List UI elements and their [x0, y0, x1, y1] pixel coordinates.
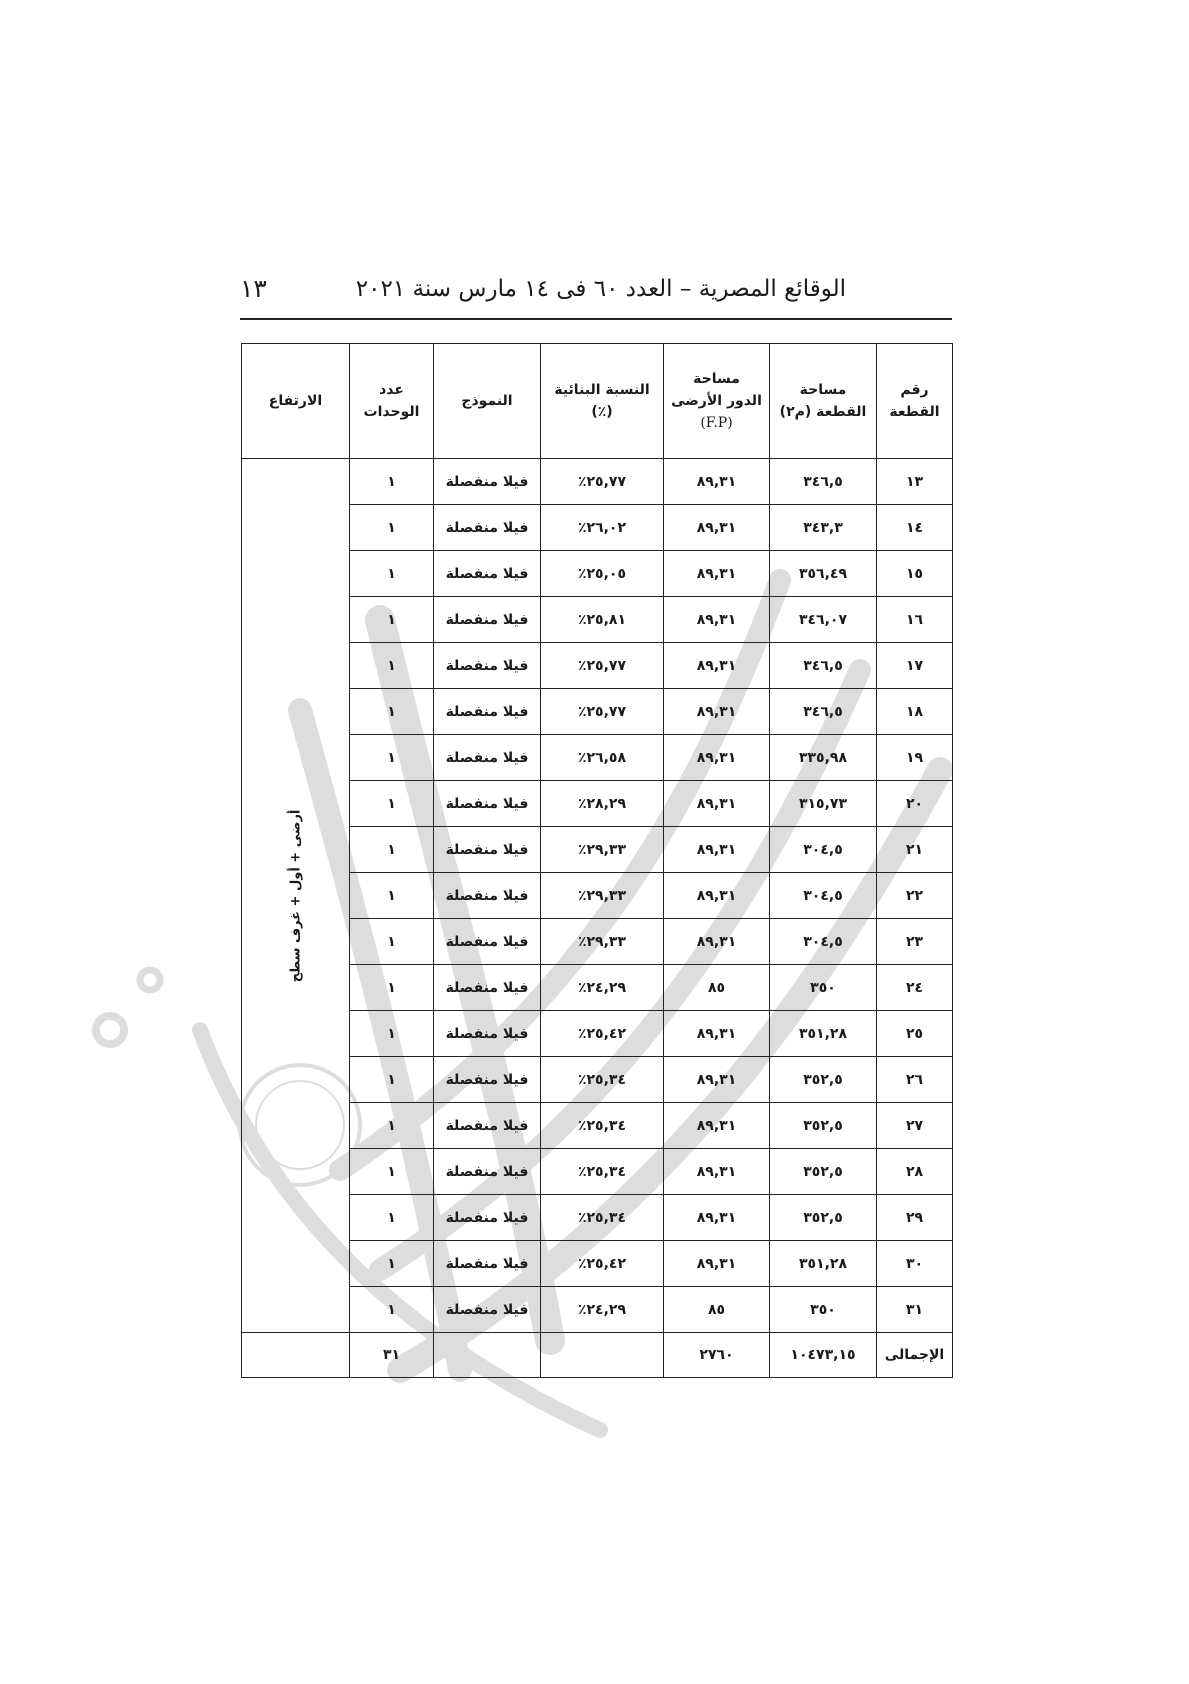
cell-units: ١ — [350, 1011, 434, 1057]
cell-ground-area: ٨٩,٣١ — [664, 1241, 770, 1287]
cell-plot-no: ١٤ — [877, 505, 953, 551]
cell-ground-area: ٨٩,٣١ — [664, 1195, 770, 1241]
total-model — [434, 1333, 541, 1378]
cell-plot-area: ٣٣٥,٩٨ — [770, 735, 877, 781]
height-value: أرضى + أول + غرف سطح — [288, 809, 303, 982]
cell-units: ١ — [350, 459, 434, 505]
cell-ground-area: ٨٩,٣١ — [664, 1103, 770, 1149]
cell-model: فيلا منفصلة — [434, 689, 541, 735]
cell-ground-area: ٨٩,٣١ — [664, 505, 770, 551]
cell-building-ratio: ٢٩,٣٣٪ — [541, 873, 664, 919]
total-ground-area: ٢٧٦٠ — [664, 1333, 770, 1378]
cell-building-ratio: ٢٦,٥٨٪ — [541, 735, 664, 781]
cell-building-ratio: ٢٥,٧٧٪ — [541, 643, 664, 689]
cell-units: ١ — [350, 1057, 434, 1103]
cell-plot-no: ٣٠ — [877, 1241, 953, 1287]
cell-model: فيلا منفصلة — [434, 597, 541, 643]
cell-building-ratio: ٢٥,٣٤٪ — [541, 1103, 664, 1149]
cell-model: فيلا منفصلة — [434, 873, 541, 919]
cell-plot-no: ٢٥ — [877, 1011, 953, 1057]
cell-model: فيلا منفصلة — [434, 781, 541, 827]
cell-model: فيلا منفصلة — [434, 1195, 541, 1241]
table-header-row — [242, 344, 953, 459]
cell-model: فيلا منفصلة — [434, 965, 541, 1011]
cell-model: فيلا منفصلة — [434, 919, 541, 965]
cell-plot-no: ١٣ — [877, 459, 953, 505]
cell-units: ١ — [350, 1195, 434, 1241]
cell-model: فيلا منفصلة — [434, 551, 541, 597]
cell-units: ١ — [350, 735, 434, 781]
cell-plot-area: ٣٥٦,٤٩ — [770, 551, 877, 597]
total-building-ratio — [541, 1333, 664, 1378]
cell-ground-area: ٨٩,٣١ — [664, 735, 770, 781]
cell-plot-no: ٢٩ — [877, 1195, 953, 1241]
cell-plot-area: ٣٤٦,٥ — [770, 459, 877, 505]
cell-plot-no: ١٧ — [877, 643, 953, 689]
cell-plot-area: ٣٤٣,٣ — [770, 505, 877, 551]
table-row — [242, 459, 953, 505]
page-number: ١٣ — [240, 274, 267, 303]
cell-model: فيلا منفصلة — [434, 1149, 541, 1195]
cell-plot-no: ١٦ — [877, 597, 953, 643]
cell-building-ratio: ٢٥,٤٢٪ — [541, 1241, 664, 1287]
gazette-issue-title: الوقائع المصرية – العدد ٦٠ فى ١٤ مارس سنة ٢٠٢١ — [355, 276, 846, 302]
cell-model: فيلا منفصلة — [434, 1011, 541, 1057]
cell-plot-area: ٣٥٠ — [770, 965, 877, 1011]
total-height — [242, 1333, 350, 1378]
total-units: ٣١ — [350, 1333, 434, 1378]
cell-building-ratio: ٢٨,٢٩٪ — [541, 781, 664, 827]
cell-plot-area: ٣٠٤,٥ — [770, 873, 877, 919]
cell-ground-area: ٨٩,٣١ — [664, 827, 770, 873]
header-plot-no: رقم القطعة — [877, 344, 953, 459]
cell-ground-area: ٨٩,٣١ — [664, 781, 770, 827]
cell-plot-area: ٣٥٢,٥ — [770, 1195, 877, 1241]
header-building-ratio: النسبة البنائية (٪) — [541, 344, 664, 459]
cell-model: فيلا منفصلة — [434, 827, 541, 873]
cell-plot-area: ٣٤٦,٥ — [770, 643, 877, 689]
cell-ground-area: ٨٩,٣١ — [664, 643, 770, 689]
cell-model: فيلا منفصلة — [434, 643, 541, 689]
header-plot-area: مساحة القطعة (م٢) — [770, 344, 877, 459]
cell-ground-area: ٨٥ — [664, 1287, 770, 1333]
cell-building-ratio: ٢٩,٣٣٪ — [541, 919, 664, 965]
cell-plot-area: ٣٥٠ — [770, 1287, 877, 1333]
cell-plot-area: ٣٤٦,٥ — [770, 689, 877, 735]
cell-units: ١ — [350, 781, 434, 827]
total-plot-area: ١٠٤٧٣,١٥ — [770, 1333, 877, 1378]
running-header — [240, 268, 952, 318]
cell-plot-no: ١٨ — [877, 689, 953, 735]
plots-table — [241, 343, 953, 1378]
cell-plot-area: ٣٥١,٢٨ — [770, 1241, 877, 1287]
cell-units: ١ — [350, 1287, 434, 1333]
cell-model: فيلا منفصلة — [434, 735, 541, 781]
cell-plot-area: ٣٥١,٢٨ — [770, 1011, 877, 1057]
cell-building-ratio: ٢٤,٢٩٪ — [541, 965, 664, 1011]
cell-plot-no: ١٥ — [877, 551, 953, 597]
cell-building-ratio: ٢٤,٢٩٪ — [541, 1287, 664, 1333]
header-rule — [240, 318, 952, 320]
cell-height — [242, 459, 350, 1333]
cell-plot-no: ٢٣ — [877, 919, 953, 965]
cell-ground-area: ٨٩,٣١ — [664, 873, 770, 919]
cell-building-ratio: ٢٩,٣٣٪ — [541, 827, 664, 873]
cell-units: ١ — [350, 827, 434, 873]
cell-plot-no: ٢٢ — [877, 873, 953, 919]
total-label: الإجمالى — [877, 1333, 953, 1378]
cell-units: ١ — [350, 919, 434, 965]
cell-model: فيلا منفصلة — [434, 1057, 541, 1103]
cell-plot-no: ٢٨ — [877, 1149, 953, 1195]
cell-ground-area: ٨٩,٣١ — [664, 919, 770, 965]
cell-units: ١ — [350, 551, 434, 597]
cell-plot-no: ٢١ — [877, 827, 953, 873]
cell-plot-no: ٣١ — [877, 1287, 953, 1333]
header-height: الارتفاع — [242, 344, 350, 459]
cell-plot-no: ٢٤ — [877, 965, 953, 1011]
cell-plot-area: ٣٠٤,٥ — [770, 919, 877, 965]
cell-plot-no: ٢٠ — [877, 781, 953, 827]
header-units: عدد الوحدات — [350, 344, 434, 459]
cell-plot-area: ٣٥٢,٥ — [770, 1057, 877, 1103]
cell-model: فيلا منفصلة — [434, 1103, 541, 1149]
header-model: النموذج — [434, 344, 541, 459]
cell-units: ١ — [350, 1103, 434, 1149]
cell-ground-area: ٨٩,٣١ — [664, 1149, 770, 1195]
cell-building-ratio: ٢٥,٣٤٪ — [541, 1057, 664, 1103]
cell-model: فيلا منفصلة — [434, 459, 541, 505]
cell-plot-no: ٢٧ — [877, 1103, 953, 1149]
cell-plot-area: ٣٥٢,٥ — [770, 1149, 877, 1195]
cell-model: فيلا منفصلة — [434, 505, 541, 551]
watermark-dot — [140, 970, 160, 990]
cell-building-ratio: ٢٥,٤٢٪ — [541, 1011, 664, 1057]
cell-units: ١ — [350, 643, 434, 689]
cell-building-ratio: ٢٥,٠٥٪ — [541, 551, 664, 597]
cell-units: ١ — [350, 1149, 434, 1195]
cell-building-ratio: ٢٦,٠٢٪ — [541, 505, 664, 551]
cell-plot-area: ٣٥٢,٥ — [770, 1103, 877, 1149]
cell-units: ١ — [350, 873, 434, 919]
cell-units: ١ — [350, 505, 434, 551]
cell-model: فيلا منفصلة — [434, 1287, 541, 1333]
cell-plot-area: ٣١٥,٧٣ — [770, 781, 877, 827]
cell-building-ratio: ٢٥,٧٧٪ — [541, 459, 664, 505]
cell-ground-area: ٨٩,٣١ — [664, 459, 770, 505]
cell-plot-area: ٣٤٦,٠٧ — [770, 597, 877, 643]
watermark-dot — [96, 1016, 124, 1044]
cell-units: ١ — [350, 689, 434, 735]
cell-ground-area: ٨٩,٣١ — [664, 689, 770, 735]
total-row — [242, 1333, 953, 1378]
cell-units: ١ — [350, 597, 434, 643]
cell-ground-area: ٨٩,٣١ — [664, 551, 770, 597]
cell-building-ratio: ٢٥,٣٤٪ — [541, 1149, 664, 1195]
cell-plot-no: ١٩ — [877, 735, 953, 781]
cell-ground-area: ٨٩,٣١ — [664, 1057, 770, 1103]
cell-ground-area: ٨٥ — [664, 965, 770, 1011]
cell-model: فيلا منفصلة — [434, 1241, 541, 1287]
cell-building-ratio: ٢٥,٣٤٪ — [541, 1195, 664, 1241]
cell-ground-area: ٨٩,٣١ — [664, 1011, 770, 1057]
cell-ground-area: ٨٩,٣١ — [664, 597, 770, 643]
cell-plot-no: ٢٦ — [877, 1057, 953, 1103]
cell-building-ratio: ٢٥,٨١٪ — [541, 597, 664, 643]
cell-plot-area: ٣٠٤,٥ — [770, 827, 877, 873]
cell-units: ١ — [350, 1241, 434, 1287]
cell-building-ratio: ٢٥,٧٧٪ — [541, 689, 664, 735]
header-ground-floor-area: مساحة الدور الأرضى (F.P) — [664, 344, 770, 459]
cell-units: ١ — [350, 965, 434, 1011]
